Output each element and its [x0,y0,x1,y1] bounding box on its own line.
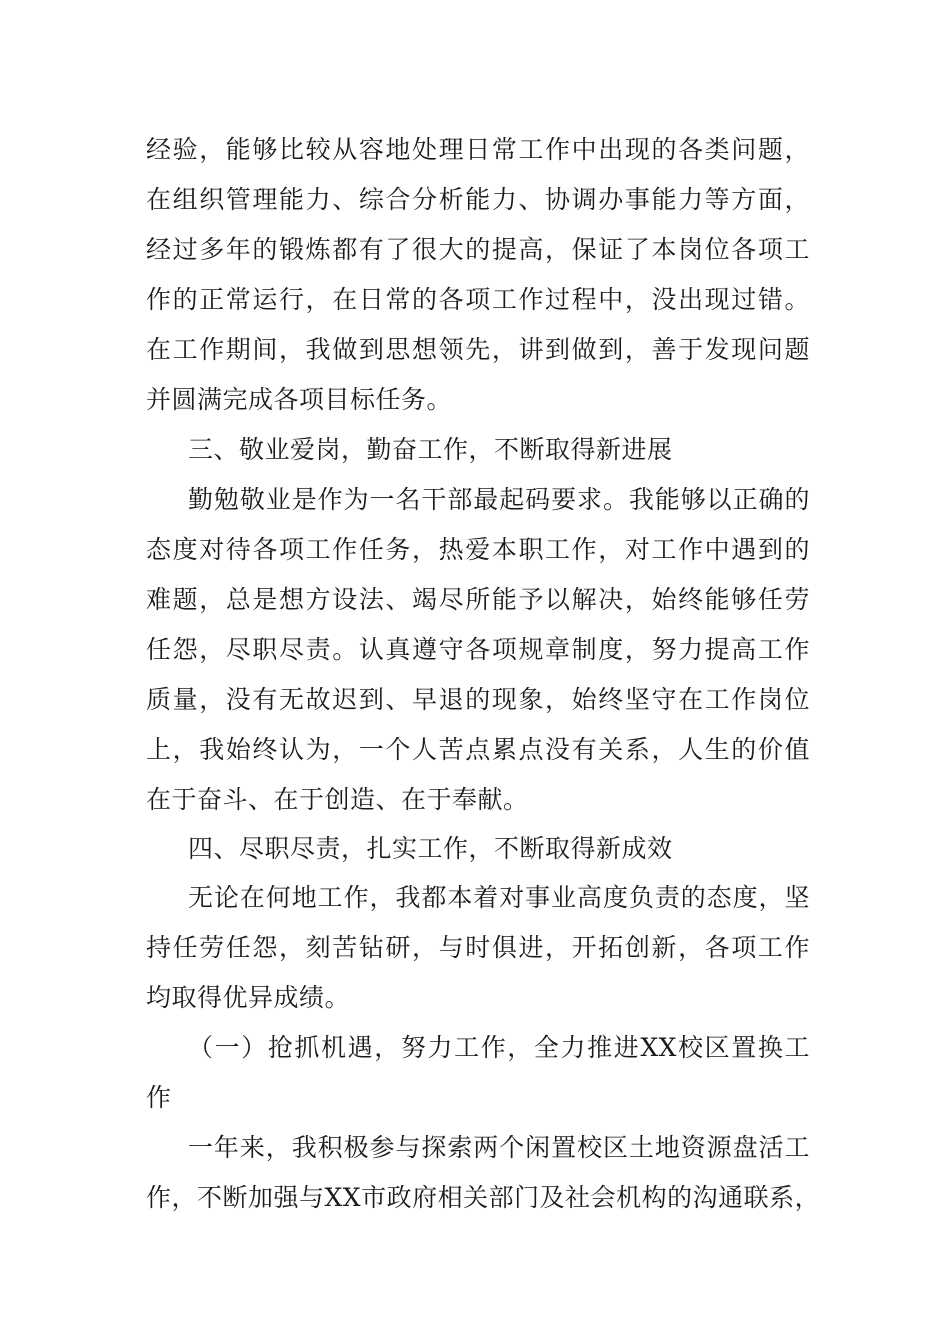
paragraph-line: 在组织管理能力、综合分析能力、协调办事能力等方面， [146,185,810,214]
paragraph-line: 无论在何地工作，我都本着对事业高度负责的态度，坚 [188,883,810,912]
paragraph-line: 在工作期间，我做到思想领先，讲到做到，善于发现问题 [146,335,810,364]
paragraph-line: 难题，总是想方设法、竭尽所能予以解决，始终能够任劳 [146,585,810,614]
subsection-heading-continued: 作 [146,1083,172,1112]
paragraph-line: 均取得优异成绩。 [146,983,351,1012]
paragraph-line: 质量，没有无故迟到、早退的现象，始终坚守在工作岗位 [146,685,810,714]
paragraph-line: 任怨，尽职尽责。认真遵守各项规章制度，努力提高工作 [146,635,810,664]
paragraph-line: 持任劳任怨，刻苦钻研，与时俱进，开拓创新，各项工作 [146,933,810,962]
section-heading: 三、敬业爱岗，勤奋工作，不断取得新进展 [188,435,673,464]
paragraph-line: 经过多年的锻炼都有了很大的提高，保证了本岗位各项工 [146,235,810,264]
section-heading: 四、尽职尽责，扎实工作，不断取得新成效 [188,834,673,863]
subsection-heading: （一）抢抓机遇，努力工作，全力推进XX校区置换工 [188,1033,810,1062]
paragraph-line: 作，不断加强与XX市政府相关部门及社会机构的沟通联系， [146,1183,821,1212]
paragraph-line: 上，我始终认为，一个人苦点累点没有关系，人生的价值 [146,735,810,764]
paragraph-line: 一年来，我积极参与探索两个闲置校区土地资源盘活工 [188,1133,810,1162]
paragraph-line: 态度对待各项工作任务，热爱本职工作，对工作中遇到的 [146,535,810,564]
paragraph-line: 勤勉敬业是作为一名干部最起码要求。我能够以正确的 [188,485,810,514]
paragraph-line: 在于奋斗、在于创造、在于奉献。 [146,785,529,814]
paragraph-line: 并圆满完成各项目标任务。 [146,385,453,414]
paragraph-line: 经验，能够比较从容地处理日常工作中出现的各类问题， [146,135,810,164]
paragraph-line: 作的正常运行，在日常的各项工作过程中，没出现过错。 [146,285,810,314]
